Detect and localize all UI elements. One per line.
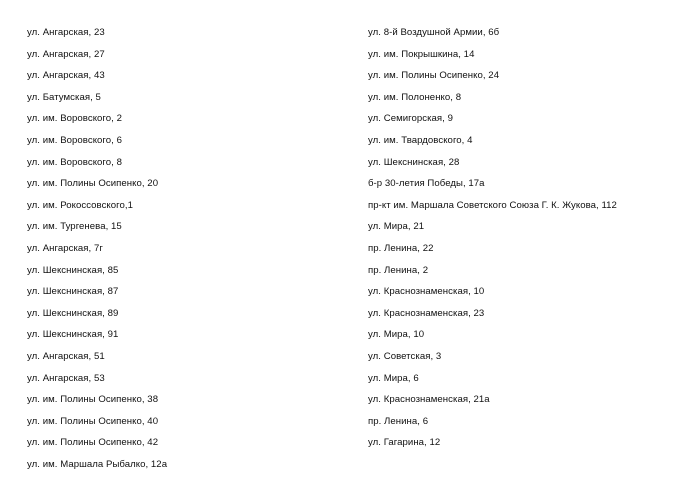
address-item: ул. им. Полины Осипенко, 24 xyxy=(368,70,500,82)
address-item: пр-кт им. Маршала Советского Союза Г. К. Жукова, 112 xyxy=(368,199,617,211)
address-item: ул. Ангарская, 53 xyxy=(27,372,105,384)
address-item: ул. Мира, 6 xyxy=(368,372,419,384)
address-item: ул. им. Рокоссовского,1 xyxy=(27,199,133,211)
address-item: ул. им. Полины Осипенко, 20 xyxy=(27,178,159,190)
address-item: ул. им. Полины Осипенко, 40 xyxy=(27,415,159,427)
address-item: ул. Ангарская, 27 xyxy=(27,48,105,60)
address-item: ул. им. Тургенева, 15 xyxy=(27,221,122,233)
address-item: ул. Советская, 3 xyxy=(368,350,442,362)
address-item: ул. им. Маршала Рыбалко, 12а xyxy=(27,458,168,470)
address-item: б-р 30-летия Победы, 17а xyxy=(368,178,485,190)
address-item: ул. Мира, 10 xyxy=(368,329,425,341)
address-item: ул. Ангарская, 51 xyxy=(27,350,105,362)
address-item: ул. Батумская, 5 xyxy=(27,91,101,103)
address-item: ул. Краснознаменская, 23 xyxy=(368,307,485,319)
address-item: ул. им. Воровского, 2 xyxy=(27,113,122,125)
address-item: ул. им. Полоненко, 8 xyxy=(368,91,462,103)
address-item: ул. Шекснинская, 87 xyxy=(27,286,119,298)
address-item: ул. Ангарская, 7г xyxy=(27,242,103,254)
address-item: ул. Гагарина, 12 xyxy=(368,437,441,449)
address-item: пр. Ленина, 6 xyxy=(368,415,429,427)
address-item: пр. Ленина, 2 xyxy=(368,264,429,276)
address-item: ул. Ангарская, 43 xyxy=(27,70,105,82)
address-item: ул. им. Воровского, 6 xyxy=(27,134,122,146)
address-column-right xyxy=(368,25,698,457)
address-item: пр. Ленина, 22 xyxy=(368,242,434,254)
address-column-left xyxy=(27,25,347,478)
address-item: ул. Ангарская, 23 xyxy=(27,27,105,38)
address-item: ул. Шекснинская, 91 xyxy=(27,329,119,341)
address-item: ул. Мира, 21 xyxy=(368,221,425,233)
address-item: ул. им. Воровского, 8 xyxy=(27,156,122,168)
address-item: ул. им. Полины Осипенко, 42 xyxy=(27,437,159,449)
address-item: ул. 8-й Воздушной Армии, 6б xyxy=(368,27,500,38)
address-item: ул. Краснознаменская, 21а xyxy=(368,394,490,406)
address-item: ул. им. Покрышкина, 14 xyxy=(368,48,475,60)
address-item: ул. им. Твардовского, 4 xyxy=(368,134,473,146)
address-item: ул. Краснознаменская, 10 xyxy=(368,286,485,298)
address-item: ул. Шекснинская, 28 xyxy=(368,156,460,168)
address-item: ул. Шекснинская, 85 xyxy=(27,264,119,276)
address-item: ул. Семигорская, 9 xyxy=(368,113,453,125)
address-item: ул. Шекснинская, 89 xyxy=(27,307,119,319)
address-item: ул. им. Полины Осипенко, 38 xyxy=(27,394,159,406)
